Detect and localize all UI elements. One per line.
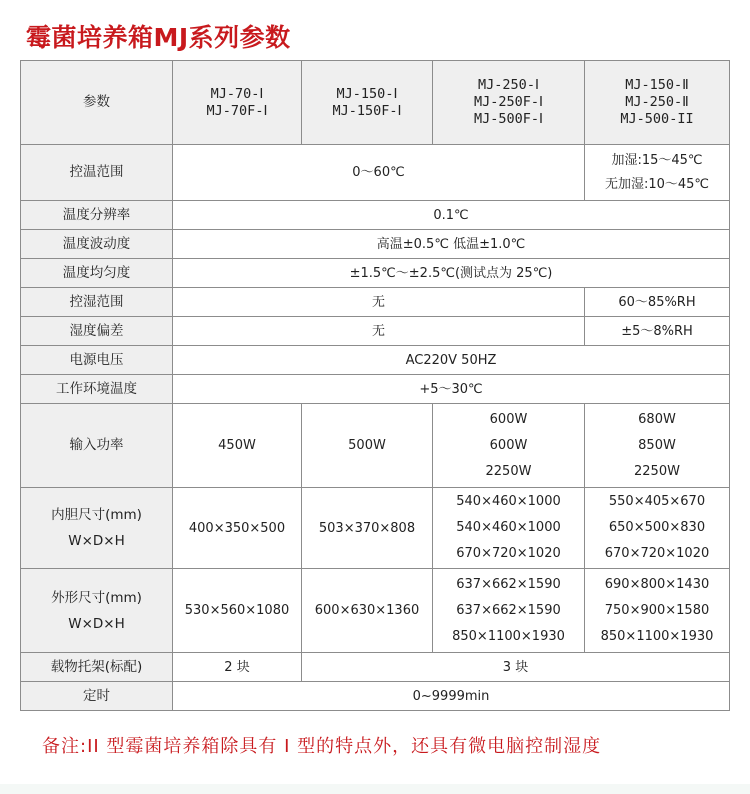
model-group-2 xyxy=(302,61,433,145)
cell-line: 加湿:15～45℃ xyxy=(611,152,703,168)
table-row xyxy=(21,288,730,317)
label-line: 外形尺寸(mm) xyxy=(51,589,142,606)
label-line: W×D×H xyxy=(68,615,125,632)
table-cell xyxy=(585,145,730,201)
model-name: MJ-250-Ⅱ xyxy=(625,94,689,110)
cell-line: 550×405×670 xyxy=(608,494,706,509)
bottom-band xyxy=(0,784,750,794)
model-name: MJ-150-Ⅰ xyxy=(336,85,398,102)
table-row xyxy=(21,653,730,682)
table-cell: AC220V 50HZ xyxy=(173,346,730,375)
row-label xyxy=(21,569,173,653)
table-cell xyxy=(433,488,585,569)
row-label: 载物托架(标配) xyxy=(21,653,173,682)
cell-line: 无加湿:10～45℃ xyxy=(604,176,710,192)
table-row xyxy=(21,346,730,375)
table-row xyxy=(21,259,730,288)
model-name: MJ-70F-Ⅰ xyxy=(206,102,268,119)
row-label: 输入功率 xyxy=(21,404,173,488)
table-cell: 450W xyxy=(173,404,302,488)
cell-line: 637×662×1590 xyxy=(456,576,561,592)
row-label: 温度均匀度 xyxy=(21,259,173,288)
row-label: 工作环境温度 xyxy=(21,375,173,404)
cell-line: 650×500×830 xyxy=(608,520,706,535)
table-cell xyxy=(585,569,730,653)
model-name: MJ-500-II xyxy=(620,111,694,127)
cell-line: 600W xyxy=(489,411,528,427)
table-row xyxy=(21,682,730,711)
model-group-3 xyxy=(433,61,585,145)
row-label: 电源电压 xyxy=(21,346,173,375)
table-cell: 60～85%RH xyxy=(585,288,730,317)
table-cell: 无 xyxy=(173,317,585,346)
cell-line: 850W xyxy=(638,437,676,453)
table-cell: 600×630×1360 xyxy=(302,569,433,653)
cell-line: 750×900×1580 xyxy=(604,602,710,618)
table-cell: +5～30℃ xyxy=(173,375,730,404)
row-label xyxy=(21,488,173,569)
table-cell: 0~9999min xyxy=(173,682,730,711)
row-label: 湿度偏差 xyxy=(21,317,173,346)
cell-line: 680W xyxy=(638,411,676,427)
table-cell: ±5～8%RH xyxy=(585,317,730,346)
table-row xyxy=(21,317,730,346)
row-label: 控湿范围 xyxy=(21,288,173,317)
table-row xyxy=(21,488,730,569)
model-name: MJ-250F-Ⅰ xyxy=(473,94,543,110)
table-row xyxy=(21,375,730,404)
table-cell: 高温±0.5℃ 低温±1.0℃ xyxy=(173,230,730,259)
table-cell: 400×350×500 xyxy=(173,488,302,569)
table-cell: 2 块 xyxy=(173,653,302,682)
model-name: MJ-150F-Ⅰ xyxy=(332,102,402,119)
row-label: 控温范围 xyxy=(21,145,173,201)
cell-line: 2250W xyxy=(634,463,680,479)
cell-line: 637×662×1590 xyxy=(456,602,561,618)
cell-line: 670×720×1020 xyxy=(456,546,561,561)
model-name: MJ-150-Ⅱ xyxy=(625,77,689,93)
row-label: 定时 xyxy=(21,682,173,711)
param-header: 参数 xyxy=(21,61,173,145)
table-row xyxy=(21,404,730,488)
footnote: 备注:II 型霉菌培养箱除具有 I 型的特点外，还具有微电脑控制湿度 xyxy=(42,736,602,757)
table-cell xyxy=(585,488,730,569)
table-cell xyxy=(433,569,585,653)
cell-line: 690×800×1430 xyxy=(604,576,710,592)
table-cell xyxy=(585,404,730,488)
table-cell: 500W xyxy=(302,404,433,488)
table-cell: 530×560×1080 xyxy=(173,569,302,653)
row-label: 温度分辨率 xyxy=(21,201,173,230)
cell-line: 540×460×1000 xyxy=(456,494,561,509)
model-group-1 xyxy=(173,61,302,145)
row-label: 温度波动度 xyxy=(21,230,173,259)
label-line: 内胆尺寸(mm) xyxy=(51,507,142,523)
table-row xyxy=(21,145,730,201)
label-line: W×D×H xyxy=(68,533,125,549)
table-cell: 503×370×808 xyxy=(302,488,433,569)
model-name: MJ-250-Ⅰ xyxy=(478,77,539,93)
table-row xyxy=(21,230,730,259)
table-row xyxy=(21,201,730,230)
model-group-4 xyxy=(585,61,730,145)
table-cell xyxy=(433,404,585,488)
cell-line: 600W xyxy=(489,437,528,453)
table-cell: 无 xyxy=(173,288,585,317)
header-row xyxy=(21,61,730,145)
table-cell: 3 块 xyxy=(302,653,730,682)
table-cell: ±1.5℃～±2.5℃(测试点为 25℃) xyxy=(173,259,730,288)
cell-line: 850×1100×1930 xyxy=(600,628,714,644)
table-cell: 0～60℃ xyxy=(173,145,585,201)
model-name: MJ-500F-Ⅰ xyxy=(473,111,543,127)
spec-table xyxy=(20,60,730,711)
cell-line: 850×1100×1930 xyxy=(452,628,565,644)
model-name: MJ-70-Ⅰ xyxy=(210,85,264,102)
cell-line: 2250W xyxy=(485,463,532,479)
page-title: 霉菌培养箱MJ系列参数 xyxy=(26,23,291,52)
table-cell: 0.1℃ xyxy=(173,201,730,230)
cell-line: 670×720×1020 xyxy=(604,546,710,561)
cell-line: 540×460×1000 xyxy=(456,520,561,535)
table-row xyxy=(21,569,730,653)
